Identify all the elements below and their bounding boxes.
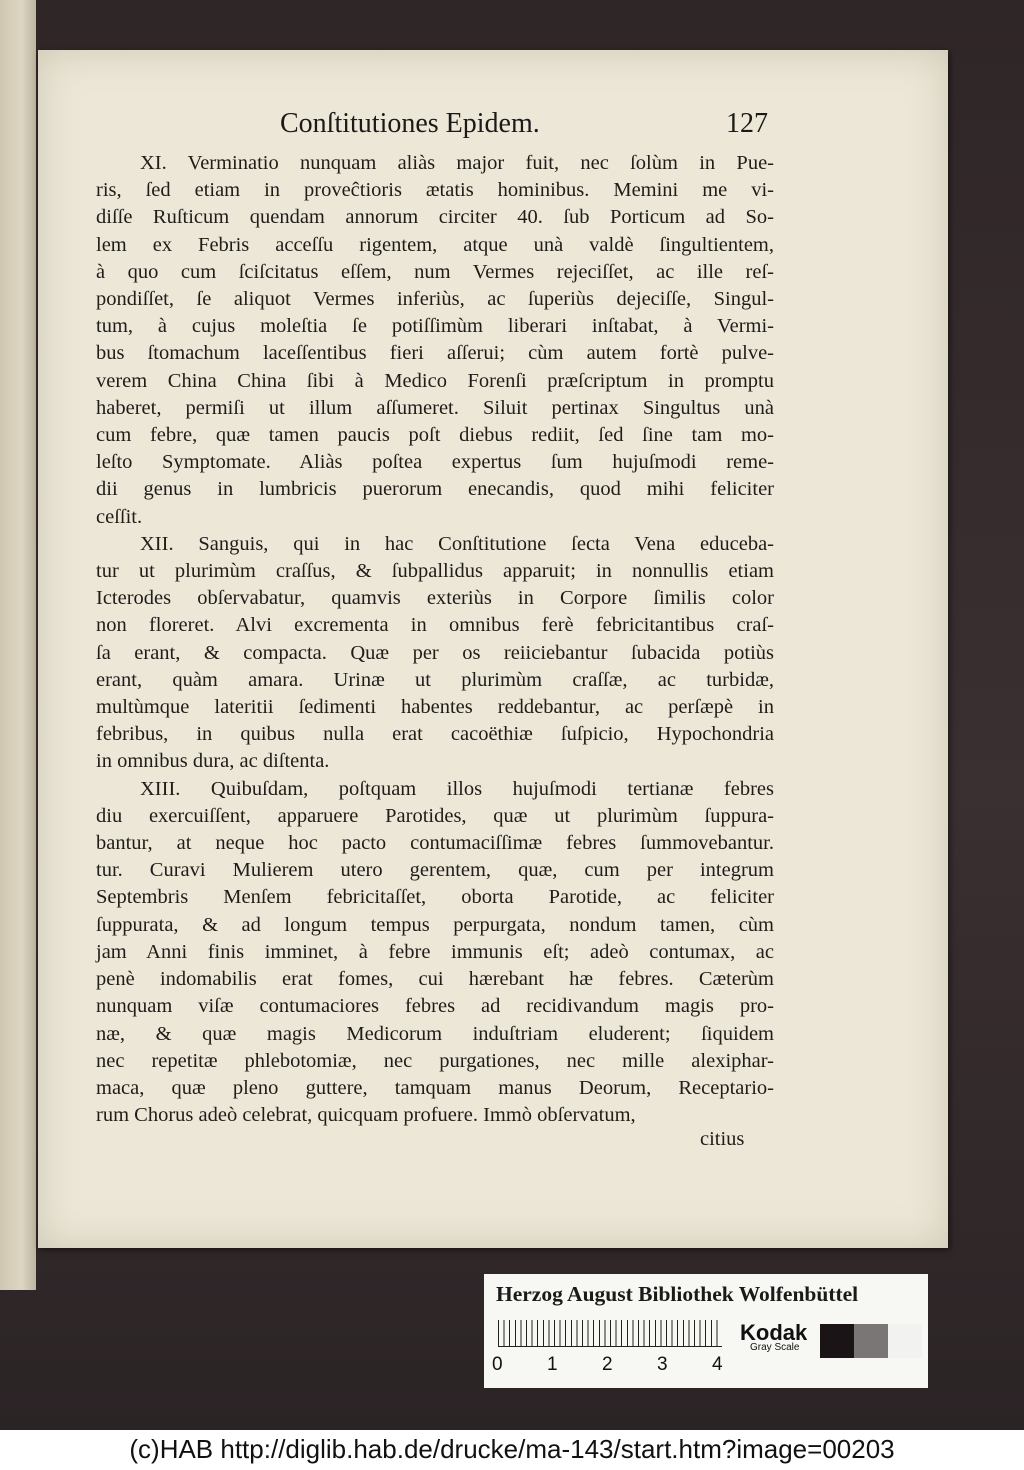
gray-scale-label: Gray Scale [750,1342,800,1353]
text-line: ris, ſed etiam in proveĉtioris ætatis hominibus. Memini me vi- [96,179,774,202]
text-line: XI. Verminatio nunquam aliàs major fuit, nec ſolùm in Pue- [140,152,774,174]
ruler-number: 1 [547,1354,558,1375]
ruler-number: 4 [712,1354,723,1375]
text-line: dii genus in lumbricis puerorum enecandis, quod mihi feliciter [96,478,774,501]
text-line: febribus, in quibus nulla erat cacoëthiæ ſuſpicio, Hypochondria [96,723,774,746]
text-line: tum, à cujus moleſtia ſe potiſſimùm liberari inſtabat, à Vermi- [96,315,774,338]
ruler-number: 3 [657,1354,668,1375]
text-line: tur. Curavi Mulierem utero gerentem, quæ, cum per integrum [96,859,774,882]
page-header [280,108,780,148]
text-line: XIII. Quibuſdam, poſtquam illos hujuſmodi tertianæ febres [140,777,774,800]
paragraph [96,776,774,1130]
paragraph [96,150,774,531]
text-line: leſto Symptomate. Aliàs poſtea expertus ſum hujuſmodi reme- [96,451,774,474]
measurement-ruler [498,1320,722,1347]
text-line: tur ut plurimùm craſſus, & ſubpallidus apparuit; in nonnullis etiam [96,560,774,583]
gray-swatch-light [888,1324,922,1358]
text-line: non floreret. Alvi excrementa in omnibus ferè febricitantibus craſ- [96,614,774,637]
text-line: penè indomabilis erat fomes, cui hærebant hæ febres. Cæterùm [96,968,774,991]
text-line: nec repetitæ phlebotomiæ, nec purgationes, nec mille alexiphar- [96,1049,774,1072]
copyright-url-bar [0,1430,1024,1470]
catchword: citius [700,1128,745,1150]
text-line: rum Chorus adeò celebrat, quicquam profuere. Immò obſervatum, [96,1104,636,1127]
gray-swatch-dark [820,1324,854,1358]
text-line: ſuppurata, & ad longum tempus perpurgata, nondum tamen, cùm [96,913,774,936]
text-line: XII. Sanguis, qui in hac Conſtitutione ſecta Vena educeba- [140,532,774,555]
text-line: diſſe Ruſticum quendam annorum circiter 40. ſub Porticum ad So- [96,206,774,229]
text-line: maca, quæ pleno guttere, tamquam manus Deorum, Receptario- [96,1076,774,1099]
text-line: à quo cum ſciſcitatus eſſem, num Vermes rejeciſſet, ac ille reſ- [96,260,774,283]
text-line: multùmque lateritii ſedimenti habentes reddebantur, ac perſæpè in [96,696,774,719]
text-line: bus ſtomachum laceſſentibus fieri aſſerui; cùm autem fortè pulve- [96,342,774,365]
text-line: jam Anni finis imminet, à febre immunis eſt; adeò contumax, ac [96,940,774,963]
body-text [96,150,774,1129]
kodak-logo: Kodak [740,1320,808,1345]
text-line: cum febre, quæ tamen paucis poſt diebus rediit, ſed ſine tam mo- [96,424,774,447]
text-line: Icterodes obſervabatur, quamvis exteriùs in Corpore ſimilis color [96,587,774,610]
text-line: næ, & quæ magis Medicorum induſtriam eluderent; ſiquidem [96,1022,774,1045]
color-calibration-card [484,1274,928,1388]
text-line: lem ex Febris acceſſu rigentem, atque unà valdè ſingultientem, [96,233,774,256]
text-line: ceſſit. [96,505,143,528]
paragraph [96,531,774,776]
text-line: haberet, permiſi ut illum aſſumeret. Siluit pertinax Singultus unà [96,396,774,419]
text-line: erant, quàm amara. Urinæ ut plurimùm craſſæ, ac turbidæ, [96,668,774,691]
text-line: in omnibus dura, ac diſtenta. [96,750,330,773]
text-line: Septembris Menſem febricitaſſet, oborta Parotide, ac feliciter [96,886,774,909]
adjacent-page-edge [0,0,36,1290]
text-line: verem China China ſibi à Medico Forenſi præſcriptum in promptu [96,369,774,392]
text-line: ſa erant, & compacta. Quæ per os reiiciebantur ſubacida potiùs [96,641,774,664]
running-title: Conſtitutiones Epidem. [280,108,540,139]
ruler-number: 2 [602,1354,613,1375]
text-line: bantur, at neque hoc pacto contumaciſſimæ febres ſummovebantur. [96,832,774,855]
library-name: Herzog August Bibliothek Wolfenbüttel [496,1282,859,1306]
source-url: (c)HAB http://diglib.hab.de/drucke/ma-143/start.htm?image=00203 [129,1434,895,1464]
text-line: nunquam viſæ contumaciores febres ad recidivandum magis pro- [96,995,774,1018]
text-line: diu exercuiſſent, apparuere Parotides, quæ ut plurimùm ſuppura- [96,804,774,827]
ruler-number: 0 [492,1354,503,1375]
text-line: pondiſſet, ſe aliquot Vermes inferiùs, ac ſuperiùs dejeciſſe, Singul- [96,288,774,311]
gray-swatch-mid [854,1324,888,1358]
page-number: 127 [726,108,768,139]
